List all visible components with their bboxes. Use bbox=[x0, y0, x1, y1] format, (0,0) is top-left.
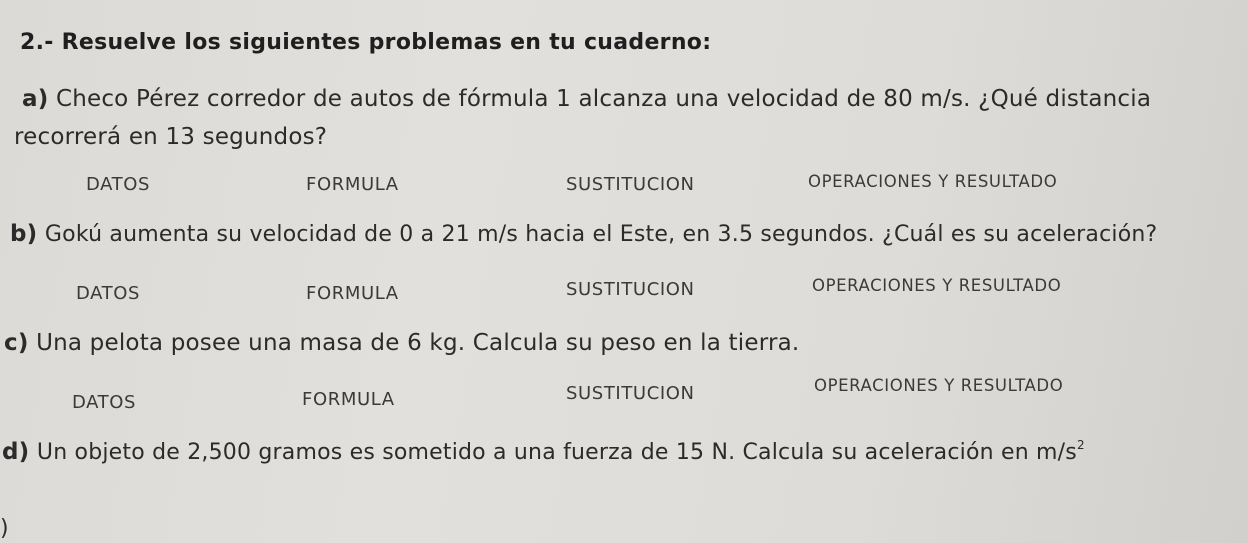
problem-a-line2: recorrerá en 13 segundos? bbox=[14, 124, 328, 150]
problem-c-text: Una pelota posee una masa de 6 kg. Calcula su peso en la tierra. bbox=[36, 330, 800, 356]
problem-b-label: b) bbox=[10, 221, 38, 247]
column-operaciones-c: OPERACIONES Y RESULTADO bbox=[814, 376, 1064, 395]
exercise-title: 2.- Resuelve los siguientes problemas en tu cuaderno: bbox=[20, 30, 712, 55]
column-datos-b: DATOS bbox=[76, 283, 141, 304]
problem-b-text: Gokú aumenta su velocidad de 0 a 21 m/s hacia el Este, en 3.5 segundos. ¿Cuál es su aceleración? bbox=[44, 222, 1158, 247]
problem-b-line bbox=[10, 221, 1157, 247]
column-datos-c: DATOS bbox=[72, 392, 137, 413]
column-sustitucion-c: SUSTITUCION bbox=[566, 383, 695, 404]
column-datos-a: DATOS bbox=[86, 174, 151, 195]
problem-a-line1 bbox=[22, 86, 1151, 112]
column-operaciones-b: OPERACIONES Y RESULTADO bbox=[812, 276, 1062, 295]
problem-d-exponent: 2 bbox=[1076, 438, 1085, 452]
problem-a-text: Checo Pérez corredor de autos de fórmula 1 alcanza una velocidad de 80 m/s. ¿Qué distancia bbox=[55, 86, 1152, 112]
problem-d-line bbox=[2, 438, 1085, 465]
column-formula-b: FORMULA bbox=[306, 283, 399, 304]
column-sustitucion-a: SUSTITUCION bbox=[566, 174, 695, 195]
problem-a-label: a) bbox=[22, 86, 49, 112]
column-formula-c: FORMULA bbox=[302, 389, 395, 410]
problem-c-label: c) bbox=[4, 330, 29, 356]
stray-parenthesis: ) bbox=[0, 516, 9, 541]
column-sustitucion-b: SUSTITUCION bbox=[566, 279, 695, 300]
column-formula-a: FORMULA bbox=[306, 174, 399, 195]
problem-d-text: Un objeto de 2,500 gramos es sometido a una fuerza de 15 N. Calcula su aceleración en m/s bbox=[36, 440, 1077, 465]
column-operaciones-a: OPERACIONES Y RESULTADO bbox=[808, 172, 1058, 191]
problem-c-line bbox=[4, 330, 799, 356]
problem-d-label: d) bbox=[2, 439, 30, 465]
